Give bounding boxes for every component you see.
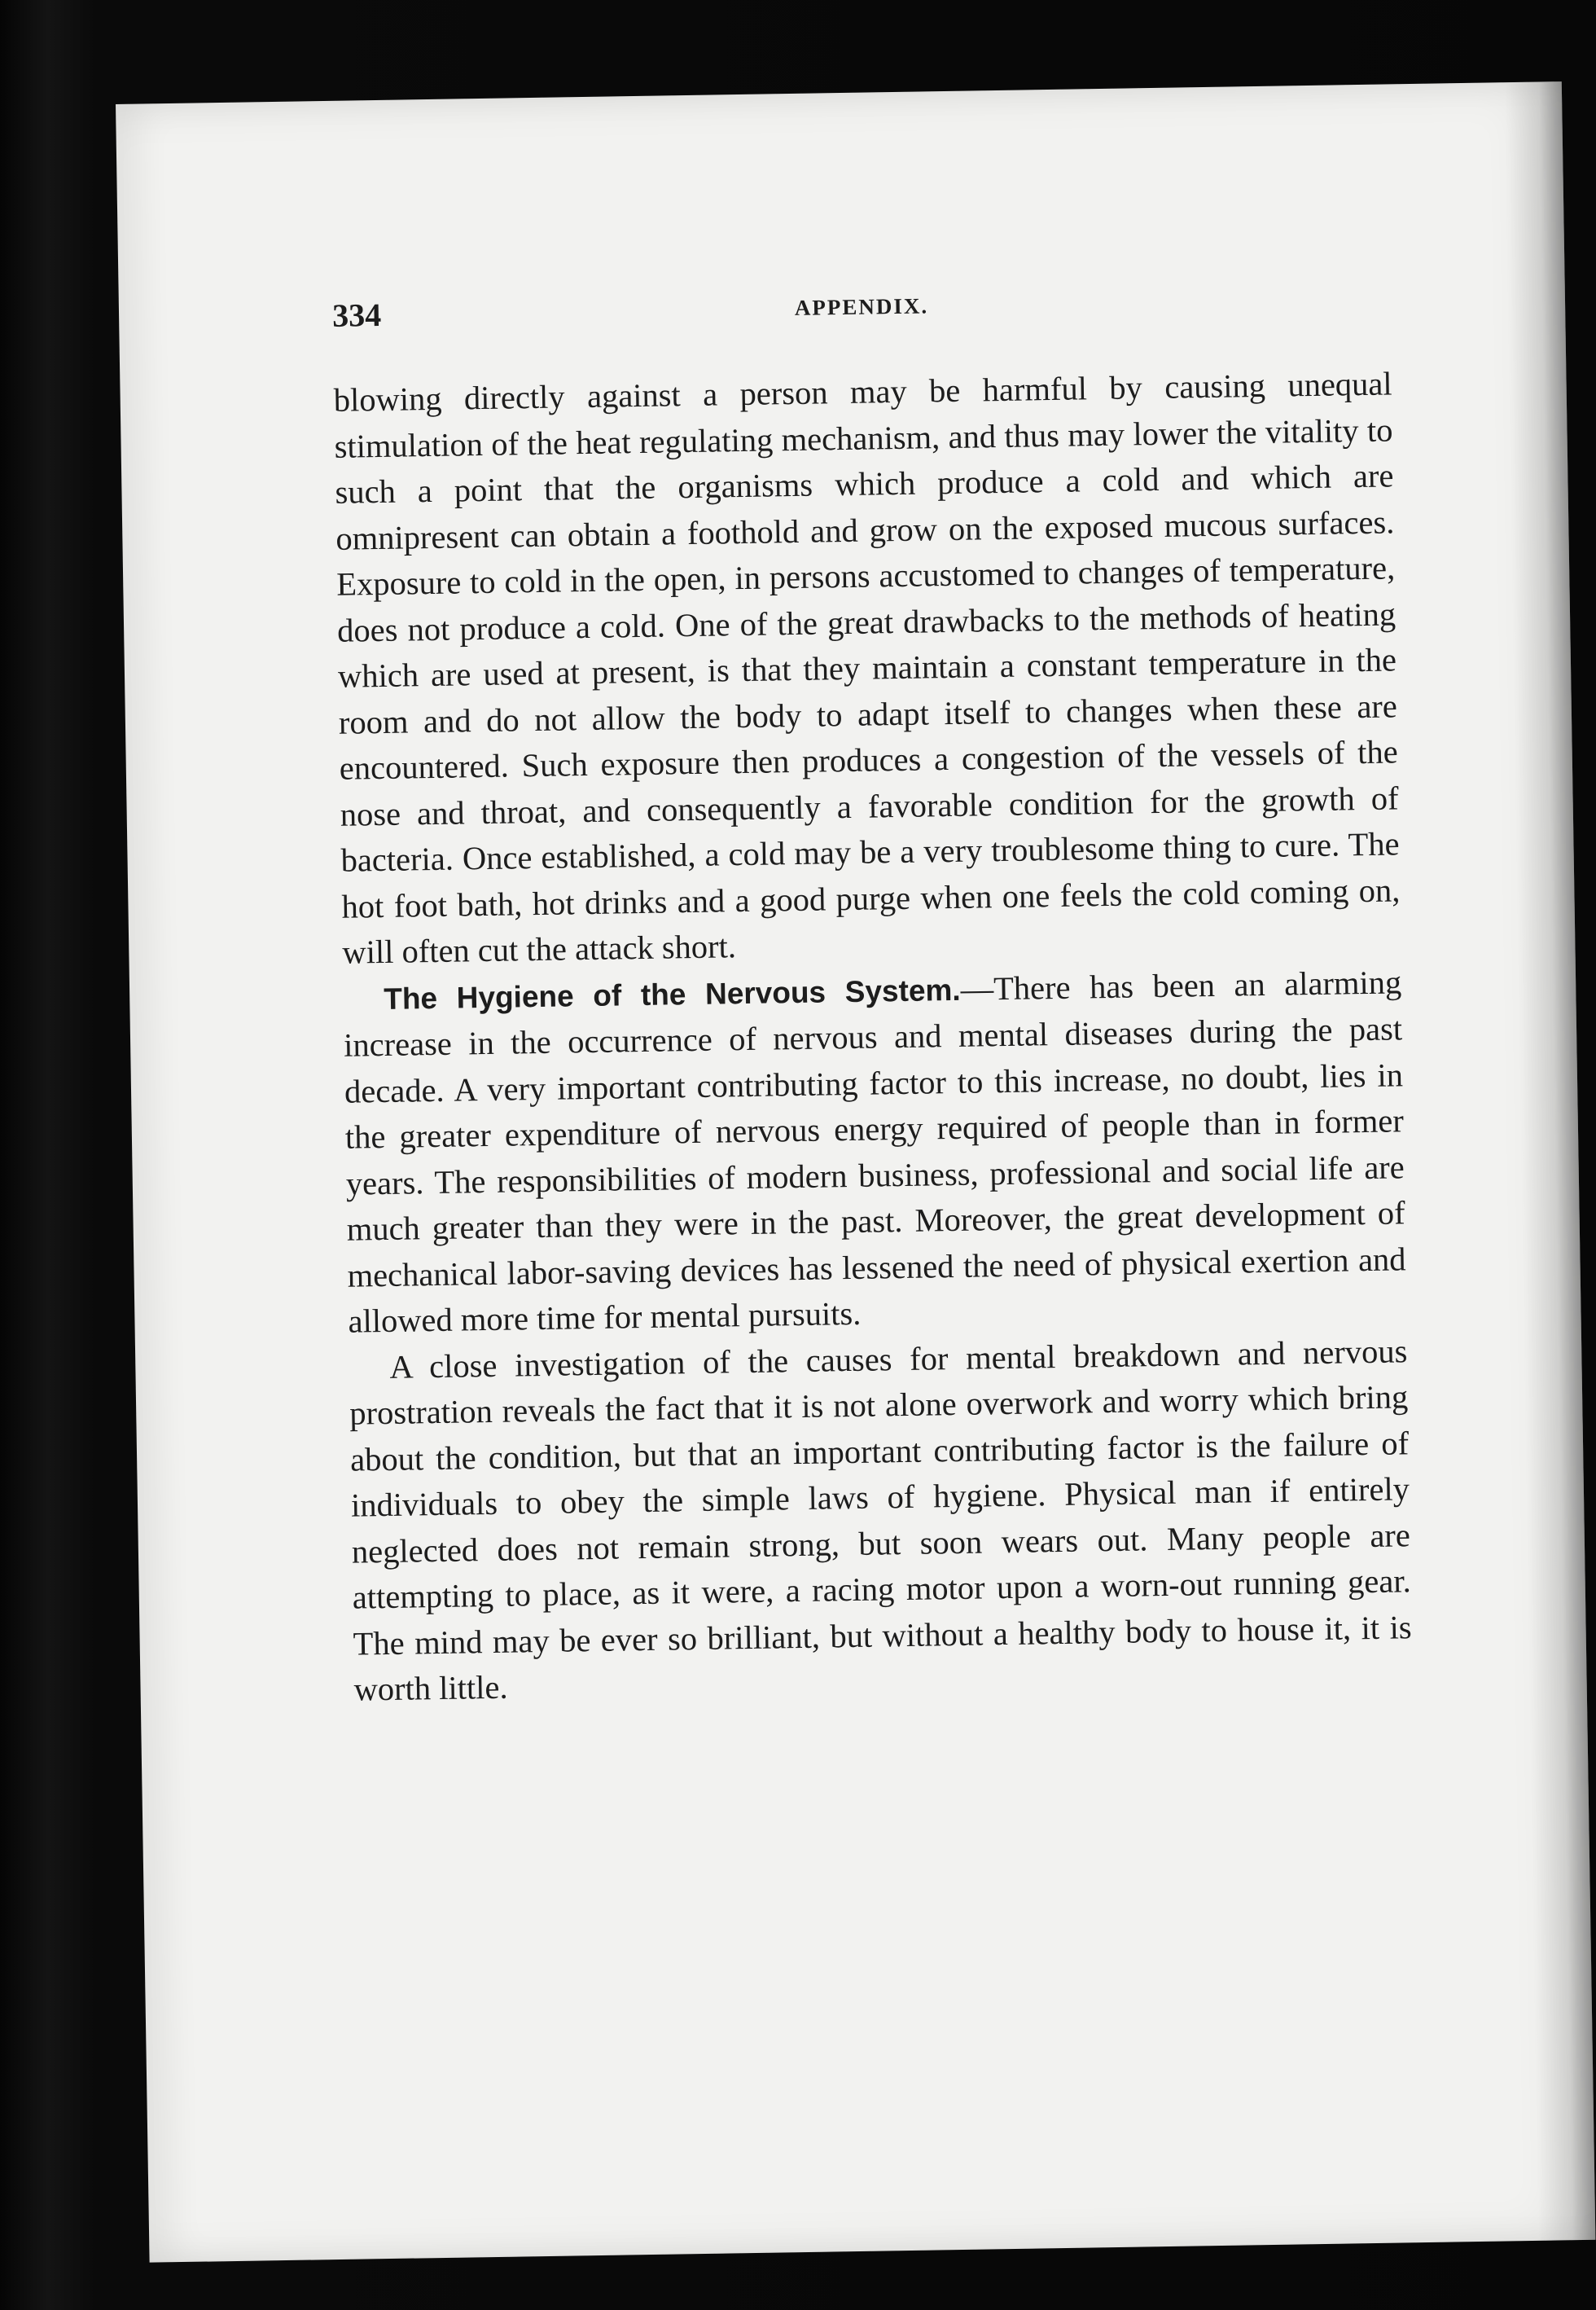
paragraph-nervous-system-text: —There has been an alarming increase in the occurrence of nervous and mental diseases during the past decade. A very important contributing factor to this increase, no doubt, lies in the greater expenditure of nervous energy required of people than in former years. The responsibilities of modern business, professional and social life are much greater than they were in the past. Moreover, the great development of mechanical labor-saving devices has lessened the need of physical exertion and allowed more time for mental pursuits. <box>343 963 1406 1340</box>
book-page <box>116 81 1595 2263</box>
paragraph-mental-breakdown: A close investigation of the causes for mental breakdown and nervous prostration reveals the fact that it is not alone overwork and worry which bring about the condition, but that an important contributing factor is the failure of individuals to obey the simple laws of hygiene. Physical man if entirely neglected does not remain strong, but soon wears out. Many people are attempting to place, as it were, a racing motor upon a worn-out running gear. The mind may be ever so brilliant, but without a healthy body to house it, it is worth little. <box>349 1332 1412 1708</box>
running-head <box>332 279 1392 353</box>
paragraph-nervous-system <box>343 960 1407 1345</box>
running-head-title: APPENDIX. <box>794 293 929 320</box>
paragraph-cold-exposure: blowing directly against a person may be harmful by causing unequal stimulation of the heat regulating mechanism, and thus may lower the vitality to such a point that the organisms which produce a cold and which are omnipresent can obtain a foothold and grow on the exposed mucous surfaces. Exposure to cold in the open, in persons accustomed to changes of temperature, does not produce a cold. One of the great drawbacks to the methods of heating which are used at present, is that they maintain a constant temperature in the room and do not allow the body to adapt itself to changes when these are encountered. Such exposure then produces a congestion of the vessels of the nose and throat, and consequently a favorable condition for the growth of bacteria. Once established, a cold may be a very troublesome thing to cure. The hot foot bath, hot drinks and a good purge when one feels the cold coming on, will often cut the attack short. <box>333 365 1401 971</box>
page-content <box>332 279 1413 1713</box>
page-number: 334 <box>331 296 382 334</box>
section-heading: The Hygiene of the Nervous System. <box>383 973 961 1016</box>
